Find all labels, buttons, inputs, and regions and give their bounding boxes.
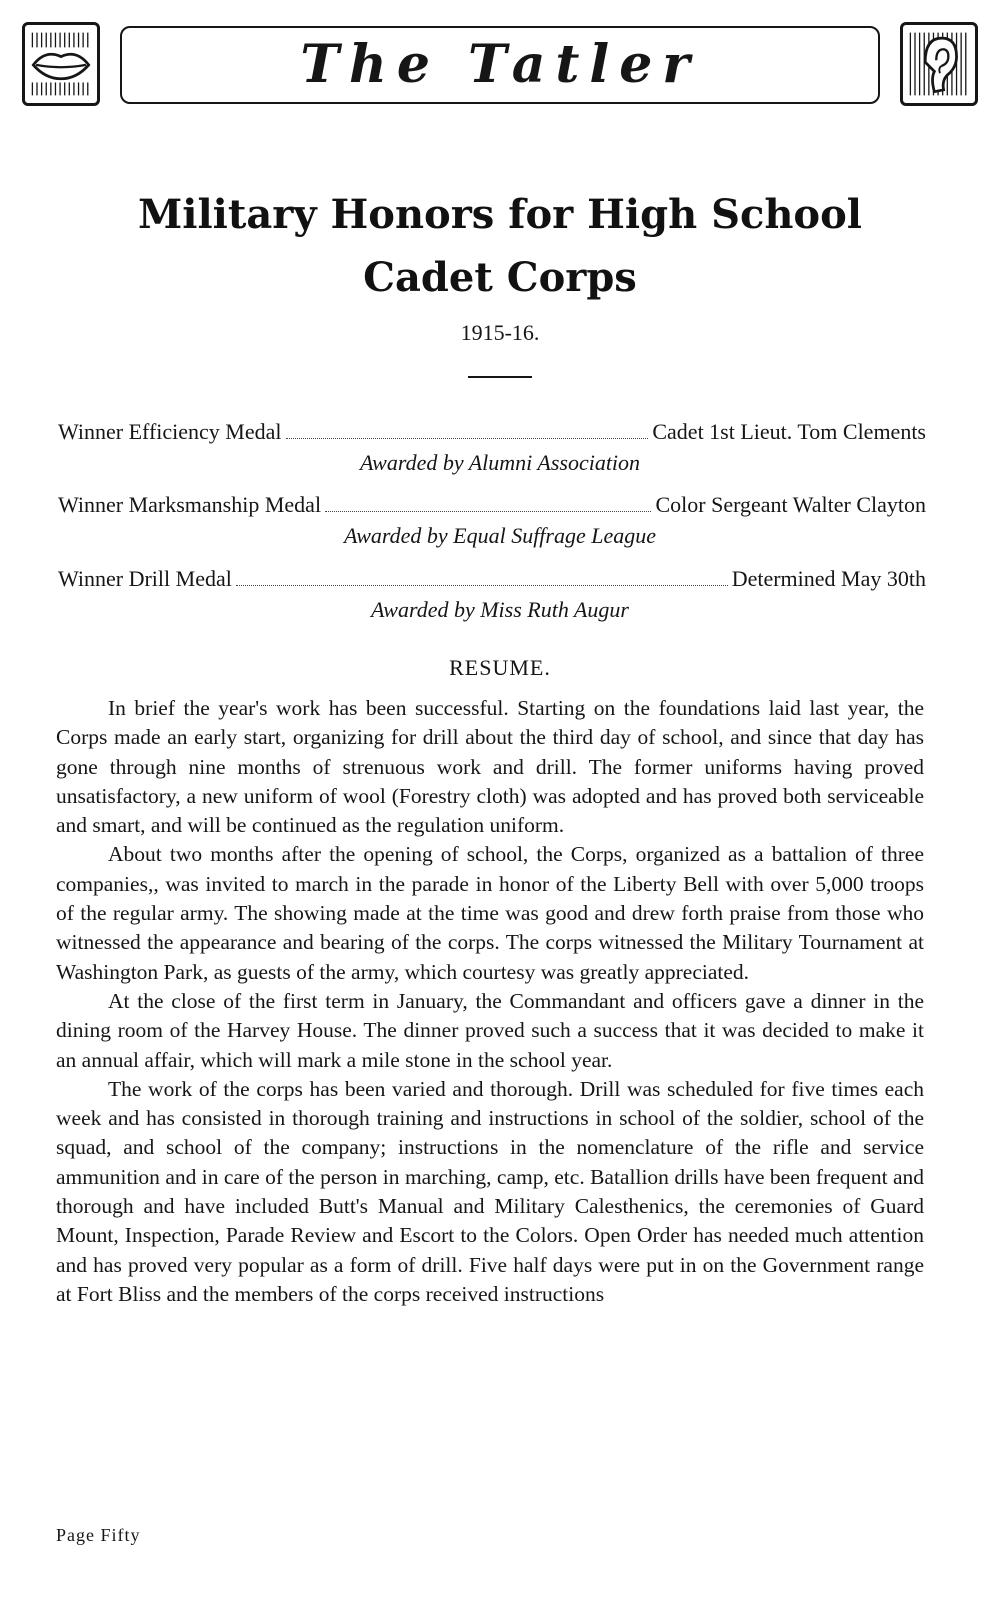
masthead bbox=[22, 22, 978, 110]
award-line bbox=[58, 568, 926, 590]
award-label: Winner Marksmanship Medal bbox=[58, 492, 322, 517]
award-recipient: Color Sergeant Walter Clayton bbox=[655, 492, 926, 517]
resume-heading: RESUME. bbox=[449, 655, 551, 680]
body-paragraph: In brief the year's work has been successful. Starting on the foundations laid last year, the Corps made an early start, organizing for drill about the third day of school, and since that day has gone through nine months of strenuous work and drill. The former uniforms having proved unsatisfactory, a new uniform of wool (Forestry cloth) was adopted and has proved both serviceable and smart, and will be continued as the regulation uniform. bbox=[56, 696, 924, 838]
lips-icon bbox=[22, 22, 100, 106]
award-awarded-by: Awarded by Alumni Association bbox=[359, 450, 641, 475]
award-label: Winner Drill Medal bbox=[58, 566, 232, 591]
article-title: Military Honors for High School bbox=[138, 191, 862, 238]
award-awarded-by: Awarded by Equal Suffrage League bbox=[343, 523, 657, 548]
body-paragraph: The work of the corps has been varied and thorough. Drill was scheduled for five times each week and has consisted in thorough training and instructions in school of the soldier, school of the squad, and school of the company; instructions in the nomenclature of the rifle and service ammunition and in care of the person in marching, camp, etc. Batallion drills have been frequent and thorough and have included Butt's Manual and Military Calesthenics, the ceremonies of Guard Mount, Inspection, Parade Review and Escort to the Colors. Open Order has needed much attention and has proved very popular as a form of drill. Five half days were put in on the Government range at Fort Bliss and the members of the corps received instructions bbox=[56, 1076, 924, 1306]
award-line bbox=[58, 494, 926, 516]
award-line bbox=[58, 421, 926, 443]
body-paragraph: About two months after the opening of school, the Corps, organized as a battalion of three companies,, was invited to march in the parade in honor of the Liberty Bell with over 5,000 troops of the regular army. The showing made at the time was good and drew forth praise from those who witnessed the appearance and bearing of the corps. The corps witnessed the Military Tournament at Washington Park, as guests of the army, which courtesy was greatly appreciated. bbox=[56, 842, 924, 984]
article-year: 1915-16. bbox=[460, 320, 540, 345]
page-number: Page Fifty bbox=[56, 1525, 141, 1545]
award-recipient: Determined May 30th bbox=[731, 566, 926, 591]
ear-icon bbox=[900, 22, 978, 106]
title-divider bbox=[468, 376, 532, 378]
award-recipient: Cadet 1st Lieut. Tom Clements bbox=[652, 419, 926, 444]
article-subtitle: Cadet Corps bbox=[363, 254, 637, 301]
masthead-title-frame bbox=[120, 26, 880, 104]
award-label: Winner Efficiency Medal bbox=[58, 419, 282, 444]
leader-dots bbox=[236, 585, 728, 586]
resume-body bbox=[56, 694, 924, 1309]
body-paragraph: At the close of the first term in January, the Commandant and officers gave a dinner in the dining room of the Harvey House. The dinner proved such a success that it was decided to make it an annual affair, which will mark a mile stone in the school year. bbox=[56, 988, 924, 1072]
award-awarded-by: Awarded by Miss Ruth Augur bbox=[371, 597, 629, 622]
masthead-title: The Tatler bbox=[300, 34, 700, 95]
leader-dots bbox=[286, 438, 649, 439]
leader-dots bbox=[325, 511, 651, 512]
